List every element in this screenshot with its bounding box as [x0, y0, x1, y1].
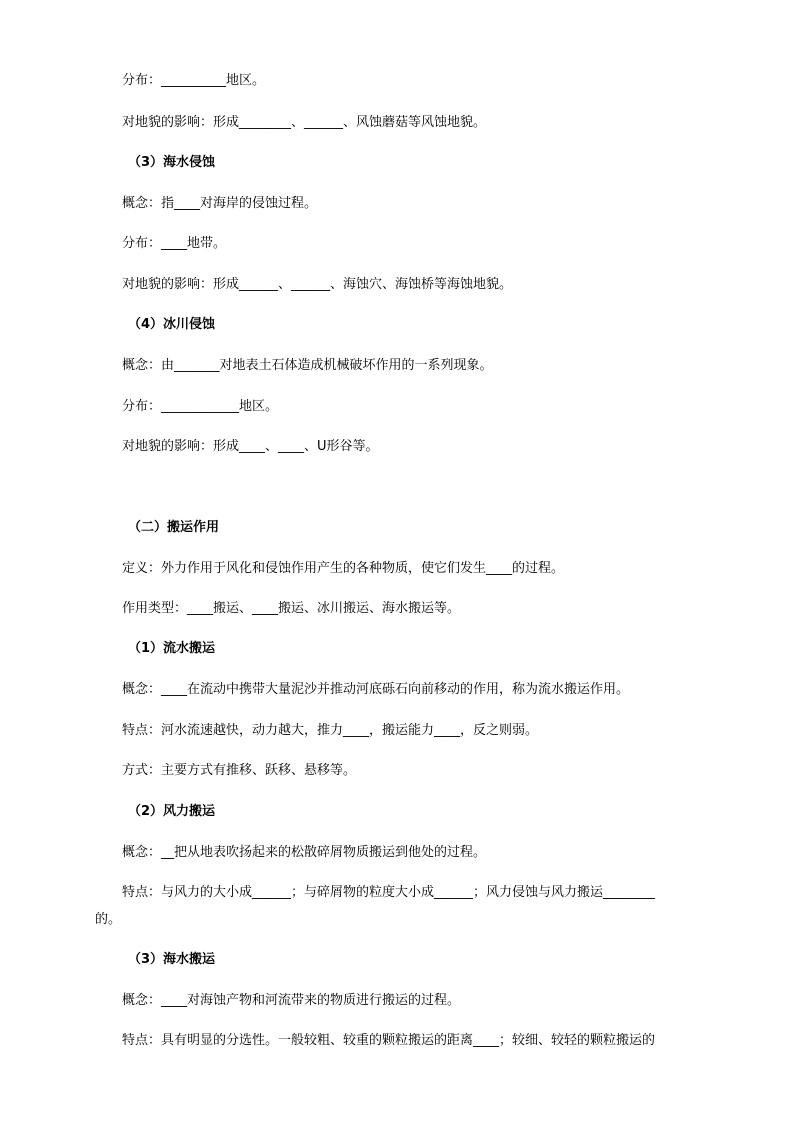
- heading-transport: （二）搬运作用: [128, 520, 220, 535]
- wind-transport-features: 特点：与风力的大小成______；与碎屑物的粒度大小成______；风力侵蚀与风力搬运________: [122, 885, 656, 900]
- transport-definition: 定义：外力作用于风化和侵蚀作用产生的各种物质，使它们发生____的过程。: [122, 561, 565, 576]
- sea-erosion-distribution: 分布：____地带。: [122, 236, 227, 251]
- sea-transport-features: 特点：具有明显的分选性。一般较粗、较重的颗粒搬运的距离____；较细、较轻的颗粒搬运的: [122, 1033, 656, 1048]
- heading-sea-transport: （3）海水搬运: [128, 952, 216, 967]
- river-transport-modes: 方式：主要方式有推移、跃移、悬移等。: [122, 763, 357, 778]
- transport-types: 作用类型：____搬运、____搬运、冰川搬运、海水搬运等。: [122, 601, 461, 616]
- heading-sea-erosion: （3）海水侵蚀: [128, 155, 216, 170]
- glacial-erosion-concept: 概念：由_______对地表土石体造成机械破坏作用的一系列现象。: [122, 358, 493, 373]
- wind-transport-concept: 概念：__把从地表吹扬起来的松散碎屑物质搬运到他处的过程。: [122, 845, 487, 860]
- wind-erosion-distribution: 分布：__________地区。: [122, 73, 266, 88]
- sea-transport-concept: 概念：____对海蚀产物和河流带来的物质进行搬运的过程。: [122, 993, 461, 1008]
- river-transport-features: 特点：河水流速越快，动力越大，推力____，搬运能力____，反之则弱。: [122, 723, 539, 738]
- heading-river-transport: （1）流水搬运: [128, 641, 216, 656]
- sea-erosion-landform: 对地貌的影响：形成______、______、海蚀穴、海蚀桥等海蚀地貌。: [122, 277, 513, 292]
- heading-glacial-erosion: （4）冰川侵蚀: [128, 317, 216, 332]
- heading-wind-transport: （2）风力搬运: [128, 804, 216, 819]
- glacial-erosion-distribution: 分布：____________地区。: [122, 399, 279, 414]
- river-transport-concept: 概念：____在流动中携带大量泥沙并推动河底砾石向前移动的作用，称为流水搬运作用。: [122, 682, 630, 697]
- glacial-erosion-landform: 对地貌的影响：形成____、____、U形谷等。: [122, 439, 379, 454]
- wind-erosion-landform: 对地貌的影响：形成________、______、风蚀蘑菇等风蚀地貌。: [122, 115, 487, 130]
- sea-erosion-concept: 概念：指____对海岸的侵蚀过程。: [122, 196, 318, 211]
- wind-transport-features-continued: 的。: [95, 912, 122, 927]
